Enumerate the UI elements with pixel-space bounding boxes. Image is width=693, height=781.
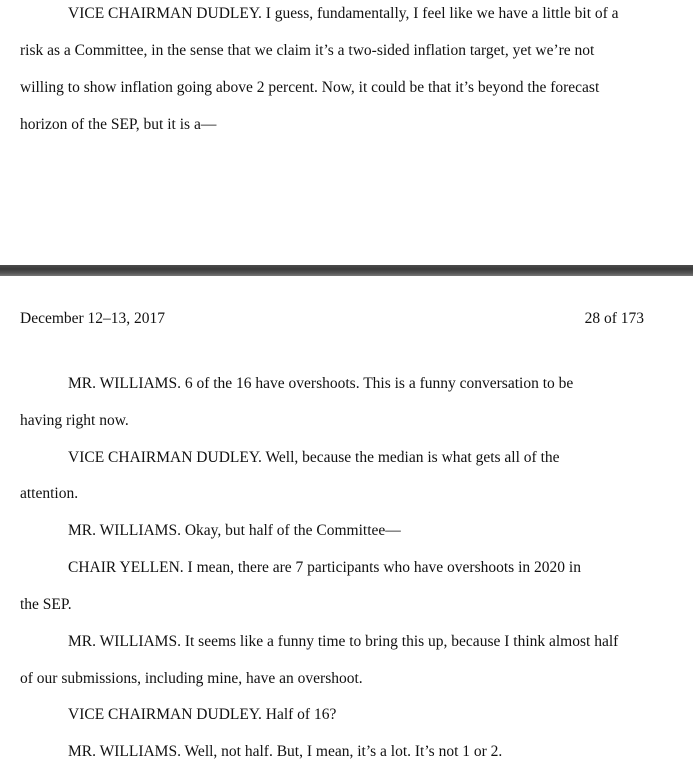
document-page-bottom [0, 276, 693, 781]
header-page-number: 28 of 173 [584, 310, 644, 327]
document-page-top [0, 0, 693, 265]
transcript-line: VICE CHAIRMAN DUDLEY. I guess, fundamentally, I feel like we have a little bit of a [68, 5, 619, 22]
transcript-line: of our submissions, including mine, have an overshoot. [20, 670, 363, 687]
page-separator [0, 265, 693, 276]
transcript-line: MR. WILLIAMS. Well, not half. But, I mean, it’s a lot. It’s not 1 or 2. [68, 743, 503, 760]
transcript-line: MR. WILLIAMS. Okay, but half of the Committee— [68, 522, 401, 539]
transcript-line: MR. WILLIAMS. 6 of the 16 have overshoots. This is a funny conversation to be [68, 375, 574, 392]
transcript-line: attention. [20, 485, 79, 502]
transcript-line: horizon of the SEP, but it is a— [20, 116, 217, 133]
transcript-line: VICE CHAIRMAN DUDLEY. Well, because the median is what gets all of the [68, 449, 560, 466]
transcript-line: willing to show inflation going above 2 percent. Now, it could be that it’s beyond the forecast [20, 79, 600, 96]
transcript-line: VICE CHAIRMAN DUDLEY. Half of 16? [68, 706, 337, 723]
header-date: December 12–13, 2017 [20, 310, 166, 327]
transcript-line: MR. WILLIAMS. It seems like a funny time to bring this up, because I think almost half [68, 633, 619, 650]
transcript-line: having right now. [20, 412, 129, 429]
transcript-line: CHAIR YELLEN. I mean, there are 7 participants who have overshoots in 2020 in [68, 559, 581, 576]
transcript-line: the SEP. [20, 596, 72, 613]
running-header [20, 309, 644, 329]
transcript-line: risk as a Committee, in the sense that we claim it’s a two-sided inflation target, yet we’re not [20, 42, 595, 59]
